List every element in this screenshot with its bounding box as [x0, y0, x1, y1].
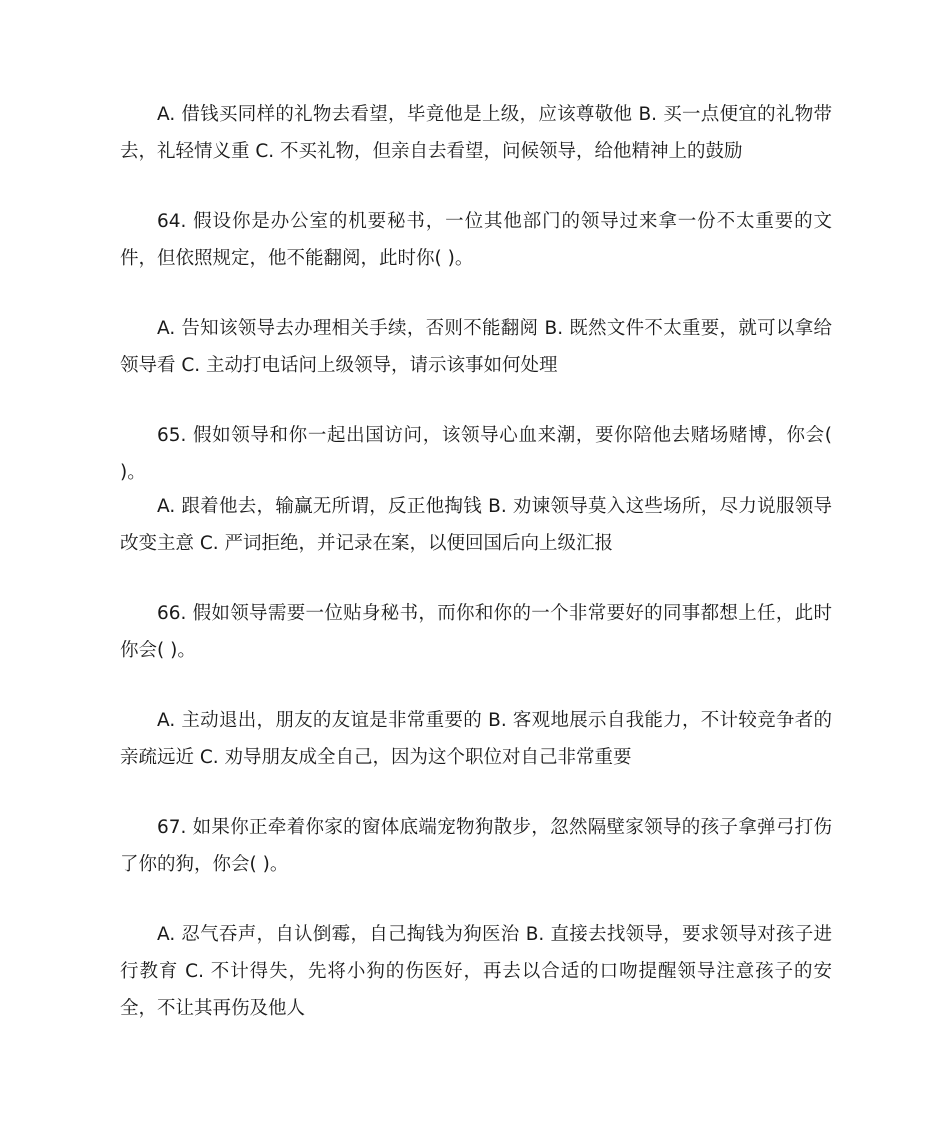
paragraph-q63-options: A. 借钱买同样的礼物去看望，毕竟他是上级，应该尊敬他 B. 买一点便宜的礼物带去，礼轻情义重 C. 不买礼物，但亲自去看望，问候领导，给他精神上的鼓励 — [120, 104, 832, 162]
paragraph-q66-options: A. 主动退出，朋友的友谊是非常重要的 B. 客观地展示自我能力，不计较竞争者的亲疏远近 C. 劝导朋友成全自己，因为这个职位对自己非常重要 — [120, 710, 832, 768]
paragraph-q65-question: 65. 假如领导和你一起出国访问，该领导心血来潮，要你陪他去赌场赌博，你会( )。 — [120, 425, 832, 483]
paragraph-q66-question: 66. 假如领导需要一位贴身秘书，而你和你的一个非常要好的同事都想上任，此时你会( )。 — [120, 603, 832, 661]
paragraph-q65-options: A. 跟着他去，输赢无所谓，反正他掏钱 B. 劝谏领导莫入这些场所，尽力说服领导改变主意 C. 严词拒绝，并记录在案，以便回国后向上级汇报 — [120, 496, 832, 554]
paragraph-q64-options: A. 告知该领导去办理相关手续，否则不能翻阅 B. 既然文件不太重要，就可以拿给领导看 C. 主动打电话问上级领导，请示该事如何处理 — [120, 318, 832, 376]
paragraph-q67-question: 67. 如果你正牵着你家的窗体底端宠物狗散步，忽然隔壁家领导的孩子拿弹弓打伤了你的狗，你会( )。 — [120, 817, 832, 875]
paragraph-q67-options: A. 忍气吞声，自认倒霉，自己掏钱为狗医治 B. 直接去找领导，要求领导对孩子进行教育 C. 不计得失，先将小狗的伤医好，再去以合适的口吻提醒领导注意孩子的安全，不让其再伤及他人 — [120, 924, 833, 1019]
paragraph-q64-question: 64. 假设你是办公室的机要秘书，一位其他部门的领导过来拿一份不太重要的文件，但依照规定，他不能翻阅，此时你( )。 — [120, 211, 832, 269]
